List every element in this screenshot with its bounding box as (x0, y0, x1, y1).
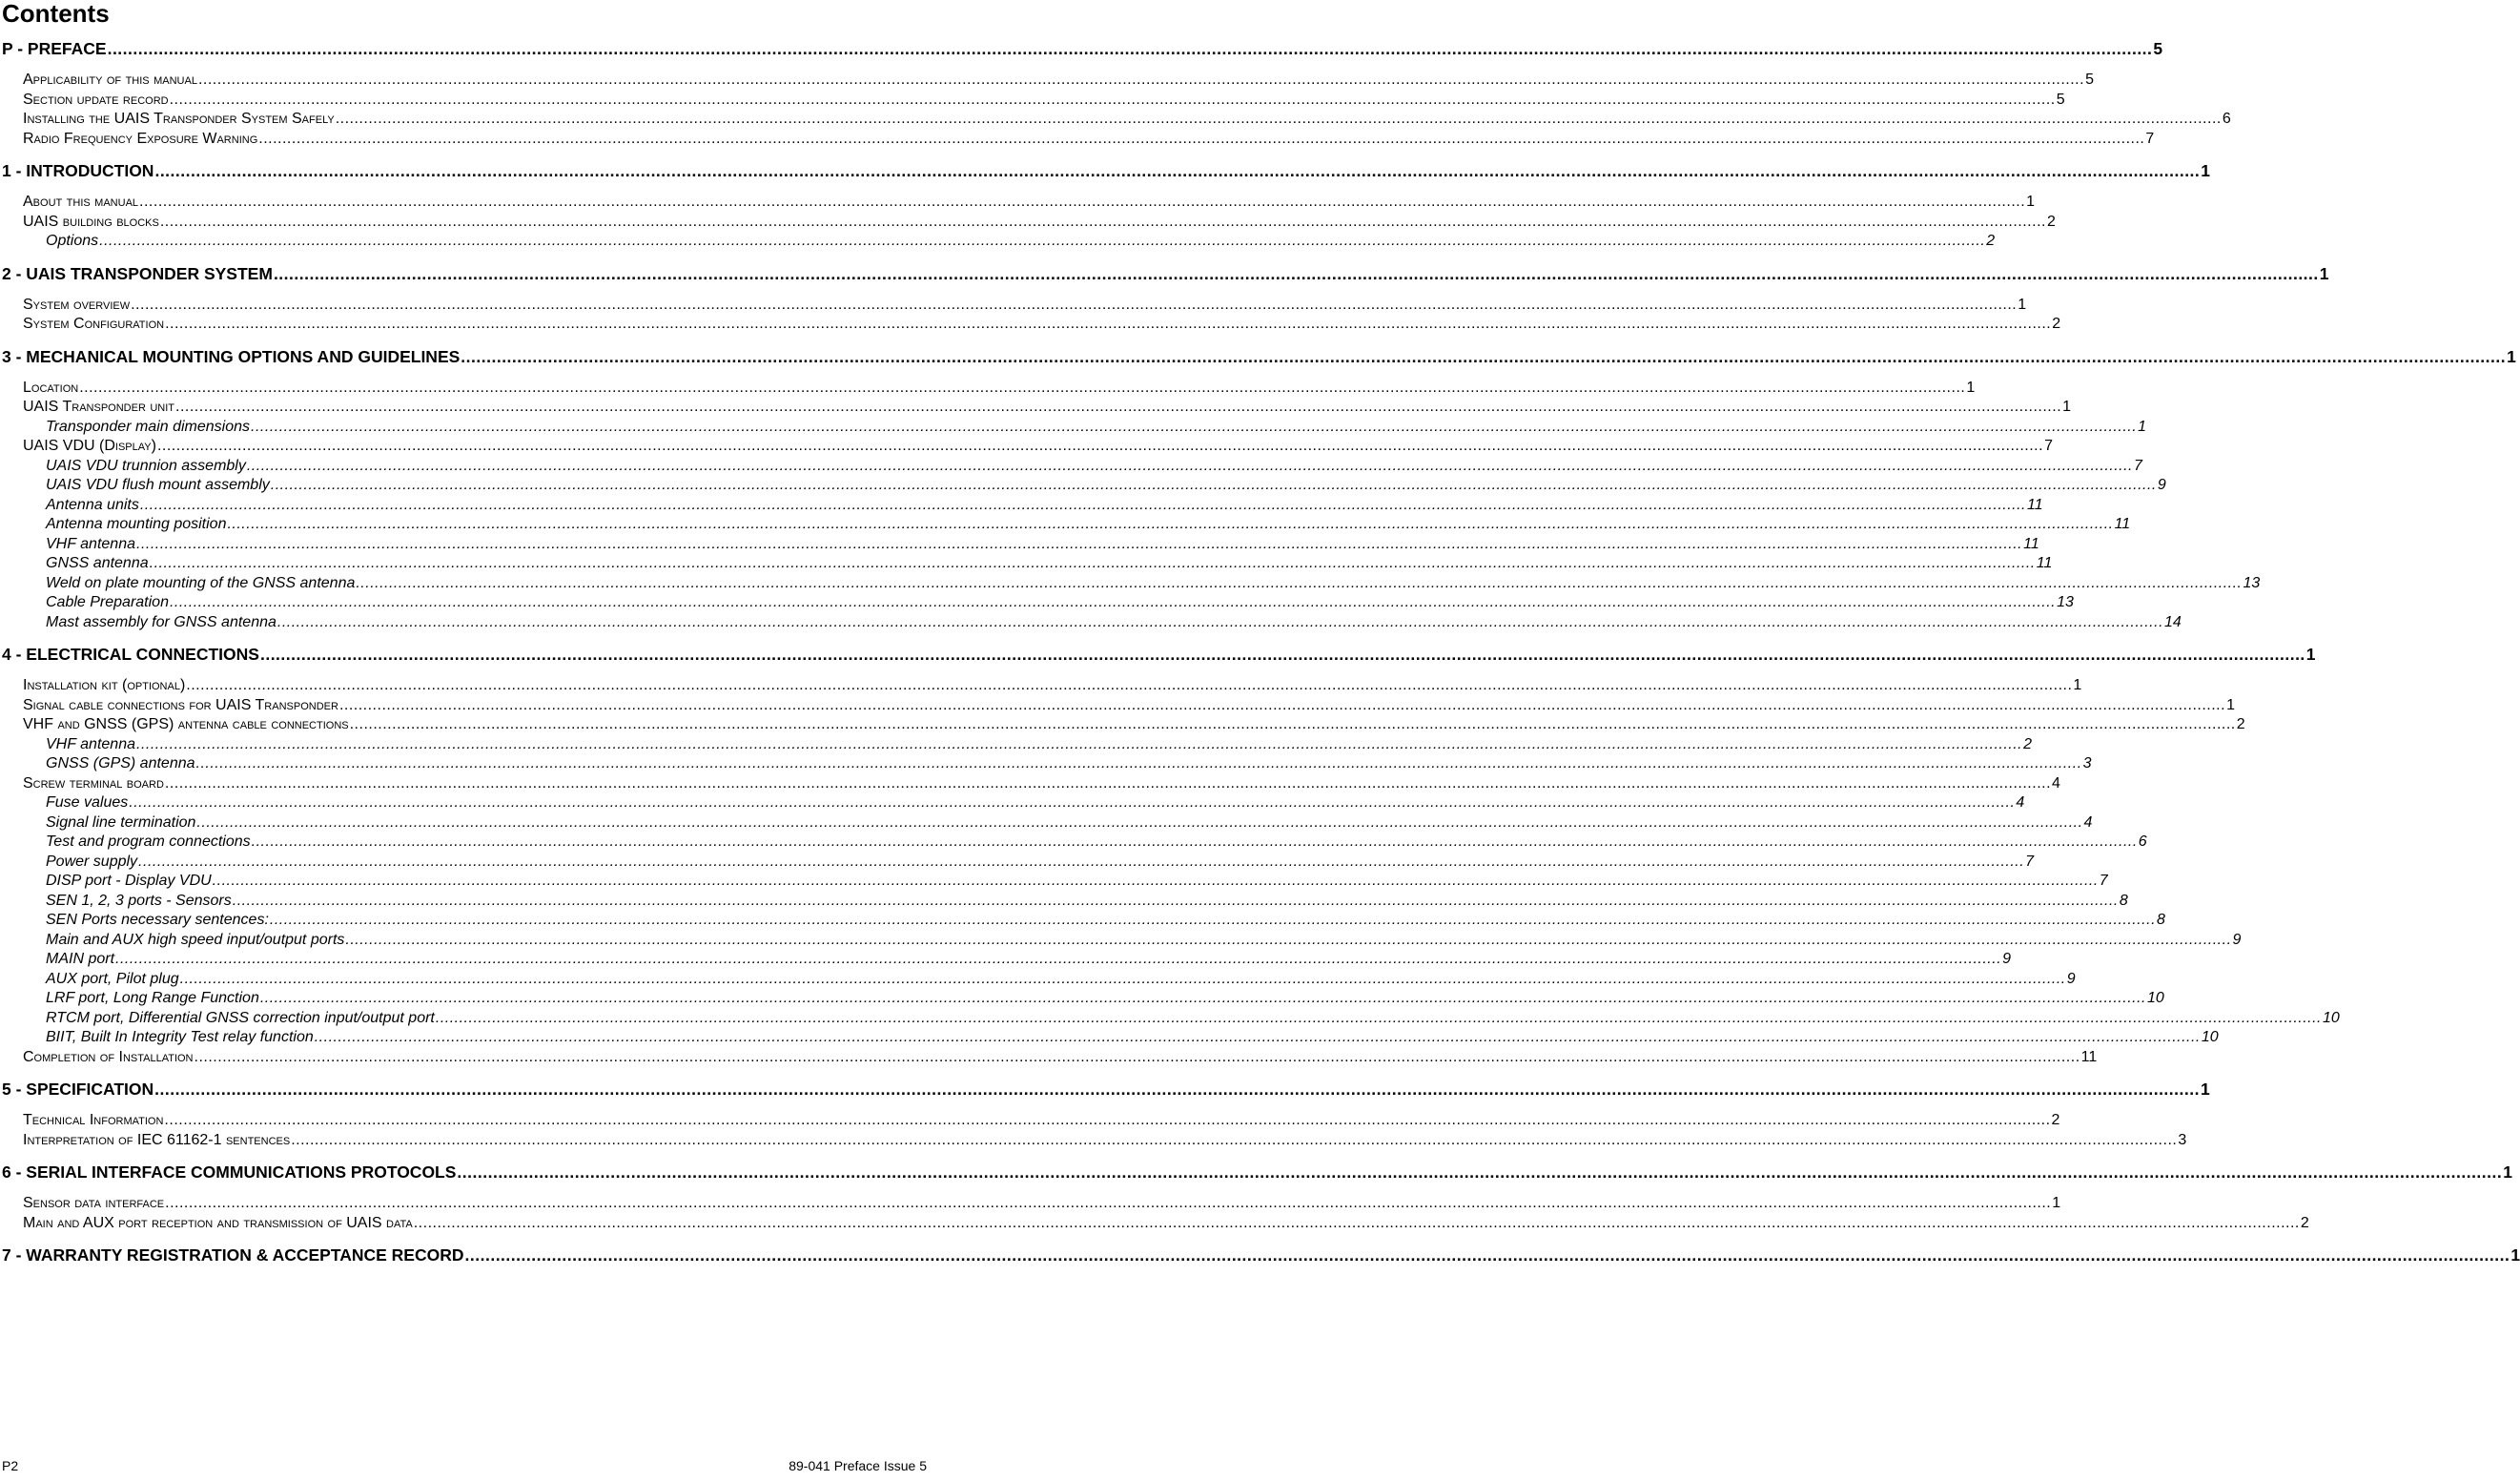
toc-entry-page-number: 11 (2114, 516, 2131, 532)
toc-sub-entry[interactable] (46, 554, 2053, 573)
toc-entry-page-number: 2 (2046, 213, 2056, 230)
toc-entry-title: UAIS VDU flush mount assembly (46, 477, 270, 493)
toc-entry-page-number: 1 (2510, 1245, 2520, 1265)
toc-entry-page-number: 4 (2052, 774, 2060, 792)
toc-sub-entry[interactable] (46, 813, 2093, 833)
toc-section-entry[interactable] (23, 1214, 2309, 1233)
toc-entry-title: UAIS VDU (Display) (23, 438, 156, 454)
page-title: Contents (2, 0, 110, 28)
toc-sub-entry[interactable] (46, 970, 2076, 989)
toc-sub-entry[interactable] (46, 754, 2092, 773)
toc-sub-entry[interactable] (46, 574, 2261, 593)
toc-sub-entry[interactable] (46, 872, 2108, 891)
toc-entry-page-number: 10 (2323, 1009, 2340, 1026)
toc-entry-page-number: 11 (2026, 496, 2043, 513)
toc-dot-leader: ................................................................................................................................................................................................................................................................................................................................................................................................................ (246, 457, 2133, 474)
toc-entry-page-number: 2 (2300, 1214, 2309, 1231)
toc-entry-title: Applicability of this manual (23, 72, 197, 88)
toc-dot-leader: ................................................................................................................................................................................................................................................................................................................................................................................................................ (349, 716, 2236, 732)
toc-sub-entry[interactable] (46, 931, 2242, 950)
toc-entry-title: VHF and GNSS (GPS) antenna cable connections (23, 716, 349, 732)
toc-dot-leader: ................................................................................................................................................................................................................................................................................................................................................................................................................ (212, 873, 2099, 889)
toc-dot-leader: ................................................................................................................................................................................................................................................................................................................................................................................................................ (164, 774, 2052, 792)
toc-dot-leader: ................................................................................................................................................................................................................................................................................................................................................................................................................ (165, 316, 2052, 332)
toc-entry-title: VHF antenna (46, 535, 135, 552)
toc-dot-leader: ................................................................................................................................................................................................................................................................................................................................................................................................................ (435, 1009, 2322, 1026)
toc-chapter-entry[interactable] (2, 346, 2516, 367)
toc-sub-entry[interactable] (46, 1028, 2219, 1047)
toc-section-entry[interactable] (23, 71, 2094, 90)
toc-sub-entry[interactable] (46, 232, 1996, 251)
toc-entry-page-number: 4 (2083, 813, 2093, 831)
toc-dot-leader: ................................................................................................................................................................................................................................................................................................................................................................................................................ (464, 1245, 2510, 1265)
toc-section-entry[interactable] (23, 715, 2245, 734)
toc-dot-leader: ................................................................................................................................................................................................................................................................................................................................................................................................................ (131, 296, 2018, 313)
toc-dot-leader: ................................................................................................................................................................................................................................................................................................................................................................................................................ (165, 1195, 2052, 1211)
toc-entry-title: Test and program connections (46, 833, 251, 850)
toc-sub-entry[interactable] (46, 535, 2039, 554)
toc-dot-leader: ................................................................................................................................................................................................................................................................................................................................................................................................................ (179, 970, 2066, 987)
toc-sub-entry[interactable] (46, 418, 2147, 437)
toc-dot-leader: ................................................................................................................................................................................................................................................................................................................................................................................................................ (197, 72, 2085, 88)
toc-entry-page-number: 10 (2201, 1029, 2219, 1045)
toc-dot-leader: ................................................................................................................................................................................................................................................................................................................................................................................................................ (175, 399, 2062, 415)
toc-sub-entry[interactable] (46, 496, 2043, 515)
toc-entry-page-number: 13 (2243, 574, 2261, 591)
toc-chapter-entry[interactable] (2, 1162, 2512, 1183)
toc-dot-leader: ................................................................................................................................................................................................................................................................................................................................................................................................................ (156, 438, 2044, 454)
toc-entry-title: AUX port, Pilot plug (46, 970, 179, 987)
toc-dot-leader: ................................................................................................................................................................................................................................................................................................................................................................................................................ (139, 496, 2026, 513)
toc-entry-title: SEN Ports necessary sentences: (46, 912, 269, 928)
toc-entry-page-number: 1 (2507, 346, 2516, 366)
toc-dot-leader: ................................................................................................................................................................................................................................................................................................................................................................................................................ (291, 1131, 2178, 1148)
toc-dot-leader: ................................................................................................................................................................................................................................................................................................................................................................................................................ (345, 931, 2232, 948)
toc-entry-title: Power supply (46, 853, 138, 870)
toc-entry-page-number: 2 (2052, 316, 2061, 332)
toc-entry-page-number: 5 (2056, 91, 2065, 108)
toc-section-entry[interactable] (23, 1194, 2061, 1213)
toc-section-entry[interactable] (23, 676, 2082, 695)
toc-entry-page-number: 9 (2157, 477, 2166, 493)
toc-dot-leader: ................................................................................................................................................................................................................................................................................................................................................................................................................ (277, 613, 2164, 630)
toc-section-entry[interactable] (23, 437, 2053, 456)
toc-section-entry[interactable] (23, 398, 2072, 417)
toc-dot-leader: ................................................................................................................................................................................................................................................................................................................................................................................................................ (195, 755, 2082, 771)
toc-dot-leader: ................................................................................................................................................................................................................................................................................................................................................................................................................ (196, 813, 2083, 831)
toc-entry-title: UAIS Transponder unit (23, 399, 175, 415)
toc-entry-page-number: 9 (2002, 951, 2012, 967)
toc-sub-entry[interactable] (46, 853, 2035, 872)
toc-entry-page-number: 1 (2052, 1195, 2061, 1211)
toc-sub-entry[interactable] (46, 793, 2025, 812)
toc-entry-title: System Configuration (23, 316, 165, 332)
toc-entry-title: Radio Frequency Exposure Warning (23, 130, 258, 147)
toc-entry-page-number: 9 (2232, 931, 2242, 948)
toc-section-entry[interactable] (23, 774, 2060, 793)
toc-section-entry[interactable] (23, 379, 1976, 398)
toc-section-entry[interactable] (23, 315, 2061, 334)
toc-entry-title: Completion of Installation (23, 1048, 194, 1065)
toc-dot-leader: ................................................................................................................................................................................................................................................................................................................................................................................................................ (138, 853, 2025, 870)
toc-entry-title: Interpretation of IEC 61162-1 sentences (23, 1131, 291, 1148)
toc-entry-page-number: 1 (2305, 645, 2316, 664)
toc-entry-title: P - PREFACE (2, 39, 107, 58)
toc-entry-title: Installation kit (optional) (23, 677, 186, 693)
toc-dot-leader: ................................................................................................................................................................................................................................................................................................................................................................................................................ (273, 263, 2319, 283)
toc-entry-page-number: 1 (2026, 194, 2036, 210)
toc-entry-page-number: 7 (2025, 853, 2035, 870)
toc-entry-page-number: 1 (2073, 677, 2082, 693)
toc-sub-entry[interactable] (46, 892, 2128, 911)
toc-entry-title: Technical Information (23, 1112, 164, 1128)
toc-entry-page-number: 2 (2236, 716, 2245, 732)
toc-entry-title: 2 - UAIS TRANSPONDER SYSTEM (2, 263, 273, 283)
toc-dot-leader: ................................................................................................................................................................................................................................................................................................................................................................................................................ (356, 574, 2243, 591)
toc-entry-title: Fuse values (46, 794, 129, 811)
toc-entry-page-number: 1 (2319, 263, 2329, 283)
toc-entry-title: 5 - SPECIFICATION (2, 1080, 154, 1099)
toc-dot-leader: ................................................................................................................................................................................................................................................................................................................................................................................................................ (136, 535, 2023, 552)
toc-entry-title: 7 - WARRANTY REGISTRATION & ACCEPTANCE RECORD (2, 1245, 464, 1265)
toc-entry-title: Section update record (23, 91, 169, 108)
toc-entry-title: MAIN port (46, 951, 115, 967)
toc-dot-leader: ................................................................................................................................................................................................................................................................................................................................................................................................................ (461, 346, 2507, 366)
toc-entry-page-number: 4 (2016, 794, 2025, 811)
toc-section-entry[interactable] (23, 193, 2036, 212)
toc-entry-title: RTCM port, Differential GNSS correction input/output port (46, 1009, 435, 1026)
toc-entry-title: Options (46, 233, 99, 249)
toc-section-entry[interactable] (23, 130, 2155, 149)
toc-dot-leader: ................................................................................................................................................................................................................................................................................................................................................................................................................ (232, 892, 2119, 909)
toc-dot-leader: ................................................................................................................................................................................................................................................................................................................................................................................................................ (258, 130, 2145, 147)
toc-entry-page-number: 1 (2062, 399, 2072, 415)
toc-dot-leader: ................................................................................................................................................................................................................................................................................................................................................................................................................ (186, 677, 2073, 693)
toc-entry-title: Screw terminal board (23, 774, 164, 792)
toc-entry-title: 6 - SERIAL INTERFACE COMMUNICATIONS PROTOCOLS (2, 1162, 457, 1182)
toc-dot-leader: ................................................................................................................................................................................................................................................................................................................................................................................................................ (149, 555, 2036, 571)
toc-chapter-entry[interactable] (2, 1244, 2520, 1265)
toc-dot-leader: ................................................................................................................................................................................................................................................................................................................................................................................................................ (251, 833, 2138, 850)
toc-dot-leader: ................................................................................................................................................................................................................................................................................................................................................................................................................ (227, 516, 2114, 532)
toc-dot-leader: ................................................................................................................................................................................................................................................................................................................................................................................................................ (269, 912, 2157, 928)
toc-entry-title: Cable Preparation (46, 594, 169, 610)
toc-dot-leader: ................................................................................................................................................................................................................................................................................................................................................................................................................ (107, 39, 2153, 58)
toc-section-entry[interactable] (23, 296, 2027, 315)
toc-entry-title: SEN 1, 2, 3 ports - Sensors (46, 892, 232, 909)
toc-entry-page-number: 1 (2201, 161, 2211, 180)
toc-entry-page-number: 3 (2082, 755, 2092, 771)
toc-section-entry[interactable] (23, 91, 2065, 110)
toc-entry-page-number: 7 (2099, 873, 2108, 889)
toc-chapter-entry[interactable] (2, 644, 2316, 665)
toc-entry-title: Location (23, 379, 79, 396)
toc-sub-entry[interactable] (46, 457, 2142, 476)
toc-chapter-entry[interactable] (2, 1079, 2210, 1100)
toc-entry-title: 1 - INTRODUCTION (2, 161, 154, 180)
toc-entry-page-number: 10 (2146, 990, 2164, 1006)
toc-entry-title: UAIS building blocks (23, 213, 159, 230)
toc-sub-entry[interactable] (46, 735, 2033, 754)
toc-entry-page-number: 6 (2222, 111, 2231, 127)
toc-entry-page-number: 7 (2145, 130, 2155, 147)
toc-sub-entry[interactable] (46, 515, 2131, 534)
toc-dot-leader: ................................................................................................................................................................................................................................................................................................................................................................................................................ (129, 794, 2016, 811)
toc-entry-page-number: 7 (2133, 457, 2142, 474)
toc-dot-leader: ................................................................................................................................................................................................................................................................................................................................................................................................................ (154, 1080, 2200, 1099)
toc-dot-leader: ................................................................................................................................................................................................................................................................................................................................................................................................................ (79, 379, 1966, 396)
toc-entry-title: Antenna units (46, 496, 139, 513)
toc-entry-page-number: 2 (2023, 735, 2033, 752)
toc-entry-title: Installing the UAIS Transponder System Safely (23, 111, 335, 127)
toc-entry-title: System overview (23, 296, 131, 313)
toc-entry-page-number: 6 (2138, 833, 2147, 850)
toc-entry-page-number: 13 (2057, 594, 2074, 610)
toc-entry-title: DISP port - Display VDU (46, 873, 212, 889)
toc-entry-page-number: 8 (2119, 892, 2128, 909)
toc-entry-page-number: 11 (2036, 555, 2053, 571)
toc-chapter-entry[interactable] (2, 160, 2211, 181)
toc-dot-leader: ................................................................................................................................................................................................................................................................................................................................................................................................................ (335, 111, 2222, 127)
toc-sub-entry[interactable] (46, 911, 2165, 930)
toc-section-entry[interactable] (23, 1111, 2060, 1130)
toc-dot-leader: ................................................................................................................................................................................................................................................................................................................................................................................................................ (270, 477, 2157, 493)
toc-entry-page-number: 1 (2018, 296, 2027, 313)
toc-dot-leader: ................................................................................................................................................................................................................................................................................................................................................................................................................ (194, 1048, 2080, 1065)
footer-document-id: 89-041 Preface Issue 5 (789, 1458, 927, 1473)
toc-sub-entry[interactable] (46, 833, 2147, 852)
toc-entry-title: Weld on plate mounting of the GNSS antenna (46, 574, 356, 591)
toc-entry-page-number: 3 (2178, 1131, 2187, 1148)
toc-dot-leader: ................................................................................................................................................................................................................................................................................................................................................................................................................ (259, 990, 2146, 1006)
toc-entry-title: 4 - ELECTRICAL CONNECTIONS (2, 645, 259, 664)
toc-entry-title: GNSS (GPS) antenna (46, 755, 195, 771)
toc-section-entry[interactable] (23, 1048, 2098, 1067)
toc-entry-page-number: 5 (2153, 39, 2163, 58)
toc-entry-page-number: 8 (2157, 912, 2165, 928)
toc-entry-title: LRF port, Long Range Function (46, 990, 259, 1006)
toc-sub-entry[interactable] (46, 613, 2182, 632)
toc-entry-title: BIIT, Built In Integrity Test relay function (46, 1029, 314, 1045)
toc-sub-entry[interactable] (46, 593, 2074, 612)
toc-sub-entry[interactable] (46, 950, 2012, 969)
toc-entry-title: Main and AUX high speed input/output ports (46, 931, 345, 948)
toc-entry-title: UAIS VDU trunnion assembly (46, 457, 246, 474)
toc-dot-leader: ................................................................................................................................................................................................................................................................................................................................................................................................................ (136, 735, 2023, 752)
toc-entry-title: About this manual (23, 194, 139, 210)
toc-entry-page-number: 14 (2164, 613, 2182, 630)
toc-dot-leader: ................................................................................................................................................................................................................................................................................................................................................................................................................ (169, 91, 2056, 108)
toc-entry-page-number: 1 (2200, 1080, 2210, 1099)
toc-entry-page-number: 9 (2066, 970, 2076, 987)
toc-dot-leader: ................................................................................................................................................................................................................................................................................................................................................................................................................ (457, 1162, 2503, 1182)
toc-entry-page-number: 5 (2085, 72, 2094, 88)
toc-entry-page-number: 2 (1986, 233, 1996, 249)
toc-entry-title: Sensor data interface (23, 1195, 165, 1211)
toc-chapter-entry[interactable] (2, 263, 2329, 284)
toc-entry-title: Antenna mounting position (46, 516, 227, 532)
toc-entry-title: 3 - MECHANICAL MOUNTING OPTIONS AND GUIDELINES (2, 346, 461, 366)
toc-entry-page-number: 1 (2503, 1162, 2512, 1182)
toc-entry-title: Signal line termination (46, 813, 196, 831)
toc-section-entry[interactable] (23, 213, 2056, 232)
toc-entry-title: Signal cable connections for UAIS Transponder (23, 696, 338, 713)
toc-entry-title: VHF antenna (46, 735, 135, 752)
toc-sub-entry[interactable] (46, 1009, 2340, 1028)
toc-sub-entry[interactable] (46, 989, 2164, 1008)
toc-dot-leader: ................................................................................................................................................................................................................................................................................................................................................................................................................ (259, 645, 2305, 664)
toc-dot-leader: ................................................................................................................................................................................................................................................................................................................................................................................................................ (169, 594, 2057, 610)
toc-entry-title: Mast assembly for GNSS antenna (46, 613, 277, 630)
toc-entry-title: GNSS antenna (46, 555, 149, 571)
toc-dot-leader: ................................................................................................................................................................................................................................................................................................................................................................................................................ (139, 194, 2026, 210)
toc-entry-page-number: 1 (1966, 379, 1976, 396)
toc-section-entry[interactable] (23, 110, 2231, 129)
toc-dot-leader: ................................................................................................................................................................................................................................................................................................................................................................................................................ (115, 951, 2002, 967)
toc-chapter-entry[interactable] (2, 38, 2163, 59)
toc-entry-page-number: 11 (2080, 1048, 2098, 1065)
toc-dot-leader: ................................................................................................................................................................................................................................................................................................................................................................................................................ (99, 233, 1986, 249)
toc-entry-page-number: 11 (2023, 535, 2039, 552)
toc-entry-page-number: 1 (2138, 418, 2147, 435)
toc-dot-leader: ................................................................................................................................................................................................................................................................................................................................................................................................................ (413, 1214, 2300, 1231)
toc-dot-leader: ................................................................................................................................................................................................................................................................................................................................................................................................................ (159, 213, 2046, 230)
footer-page-number: P2 (2, 1458, 19, 1473)
toc-dot-leader: ................................................................................................................................................................................................................................................................................................................................................................................................................ (314, 1029, 2201, 1045)
toc-entry-page-number: 2 (2051, 1112, 2060, 1128)
toc-entry-title: Transponder main dimensions (46, 418, 251, 435)
toc-entry-page-number: 7 (2044, 438, 2053, 454)
toc-section-entry[interactable] (23, 696, 2235, 715)
toc-dot-leader: ................................................................................................................................................................................................................................................................................................................................................................................................................ (338, 696, 2226, 713)
toc-dot-leader: ................................................................................................................................................................................................................................................................................................................................................................................................................ (251, 418, 2138, 435)
toc-entry-title: Main and AUX port reception and transmission of UAIS data (23, 1214, 413, 1231)
toc-entry-page-number: 1 (2226, 696, 2235, 713)
toc-dot-leader: ................................................................................................................................................................................................................................................................................................................................................................................................................ (164, 1112, 2051, 1128)
toc-sub-entry[interactable] (46, 476, 2166, 495)
toc-section-entry[interactable] (23, 1131, 2187, 1150)
toc-dot-leader: ................................................................................................................................................................................................................................................................................................................................................................................................................ (154, 161, 2201, 180)
